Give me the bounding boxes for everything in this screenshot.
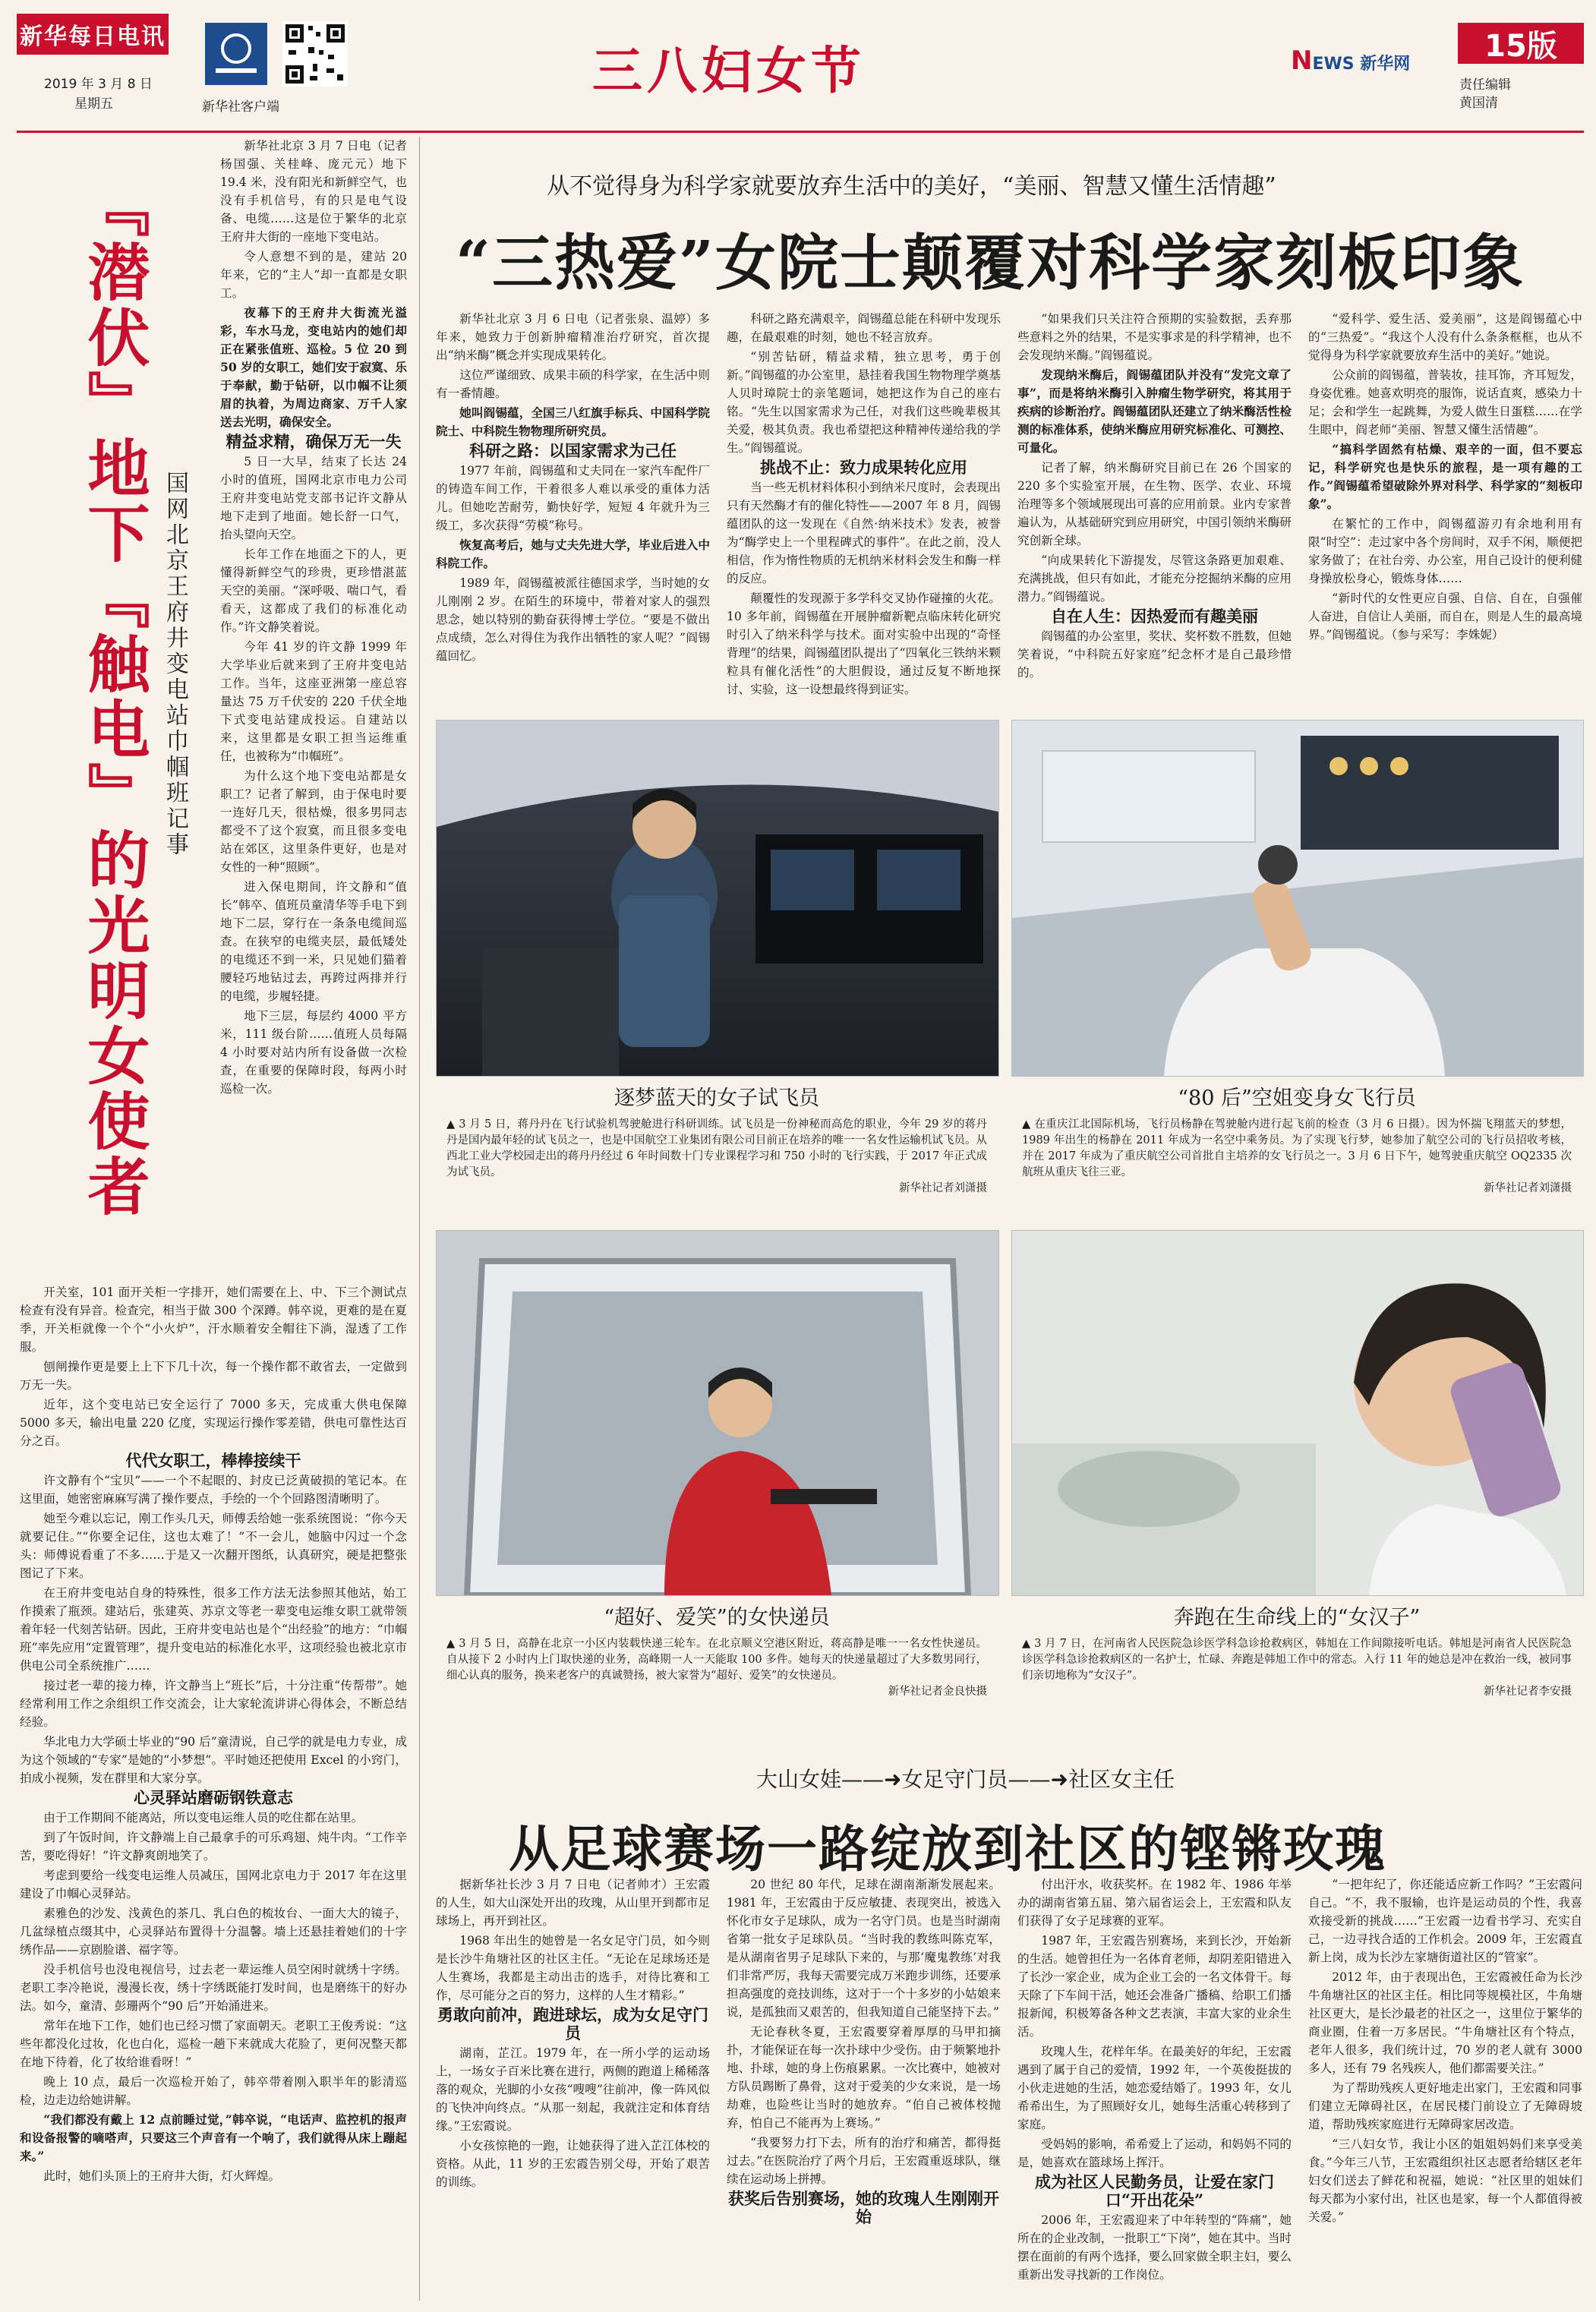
paragraph: 2006 年，王宏霞迎来了中年转型的“阵痛”，她所在的企业改制，一批职工“下岗”，她在其中。当时摆在面前的有两个选择，要么回家做全职主妇，要么重新出发寻找新的工作岗位。 — [1017, 2213, 1292, 2282]
paragraph: 刨闸操作更是要上上下下几十次，每一个操作都不敢省去，一定做到万无一失。 — [20, 1360, 407, 1392]
column-divider — [419, 137, 420, 2301]
date-line — [44, 74, 153, 114]
issue-date: 2019 年 3 月 8 日 — [44, 77, 153, 92]
chain-arrow: ——➜ — [841, 1767, 902, 1792]
story1-title: “三热爱”女院士颠覆对科学家刻板印象 — [456, 227, 1525, 298]
header-rule — [17, 131, 1584, 133]
paragraph: 据新华社长沙 3 月 7 日电（记者帅才）王宏霞的人生，如大山深处开出的玫瑰，从山里开到都市足球场上，再开到社区。 — [436, 1878, 710, 1928]
paragraph: “别苦钻研，精益求精，独立思考，勇于创新。”阎锡蕴的办公室里，悬挂着我国生物物理学奠基人贝时璋院士的亲笔题词，她把这作为自己的座右铭。“先生以国家需求为己任，对我们这些晚辈极其关爱，极其负责。我也希望把这种精神传递给我的学生。”阎锡蕴说。 — [727, 350, 1001, 455]
masthead: 新华每日电讯 — [17, 14, 169, 55]
paragraph: 接过老一辈的接力棒，许文静当上“班长”后，十分注重“传帮带”。她经常利用工作之余组织工作交流会，让大家轮流讲讲心得体会，不断总结经验。 — [20, 1679, 407, 1729]
paragraph: 长年工作在地面之下的人，更懂得新鲜空气的珍贵，更珍惜湛蓝天空的美丽。“深呼吸、喘口气，看看天，这都成了我们的标准化动作。”许文静笑着说。 — [220, 547, 407, 634]
paragraph: 素雅色的沙发、浅黄色的茶几、乳白色的梳妆台、一面大大的镜子，几盆绿植点缀其中，心灵驿站布置得十分温馨。墙上还悬挂着她们的十字绣作品——京剧脸谱、福字等。 — [20, 1907, 407, 1957]
paragraph: 新华社北京 3 月 6 日电（记者张泉、温婷）多年来，她致力于创新肿瘤精准治疗研究，首次提出“纳米酶”概念并实现成果转化。 — [436, 312, 710, 362]
photo-test-pilot — [436, 720, 999, 1077]
editor-name: 黄国清 — [1459, 96, 1498, 111]
story2-column — [1017, 1875, 1292, 2301]
photo-title: “超好、爱笑”的女快递员 — [604, 1606, 830, 1629]
paragraph: 她至今难以忘记，刚工作头几天，师傅丢给她一张系统图说：“你今天就要记住。”“你要全记住，这也太难了！”不一会儿，她脑中闪过一个念头：师傅说看重了不多……于是又一次翻开图纸，认真研究，硬是把整张图记了下来。 — [20, 1512, 407, 1580]
paragraph: 恢复高考后，她与丈夫先进大学，毕业后进入中科院工作。 — [436, 538, 710, 570]
paragraph: 20 世纪 80 年代，足球在湖南渐渐发展起来。1981 年，王宏霞由于反应敏捷、表现突出，被选入怀化市女子足球队，成为一名守门员。也是当时湖南省第一批女子足球队员。“当时我的教练叫陈克军，是从湖南省男子足球队下来的，与那‘魔鬼教练’对我们非常严厉，我每天需要完成万米跑步训练，还要承担高强度的竞技训练，这对于一个十多岁的小姑娘来说，是孤独而又艰苦的，但我知道自己能坚持下去。” — [727, 1878, 1001, 2019]
paragraph: “爱科学、爱生活、爱美丽”，这是阎锡蕴心中的“三热爱”。“我这个人没有什么条条框框，也从不觉得身为科学家就要放弃生活中的美好。”她说。 — [1308, 312, 1582, 362]
subheading: 成为社区人民勤务员，让爱在家门口“开出花朵” — [1035, 2172, 1274, 2209]
issue-weekday: 星期五 — [74, 96, 113, 112]
paragraph: “新时代的女性更应自强、自信、自在，自强催人奋进，自信让人美丽，而自在，则是人生的最高境界。”阎锡蕴说。（参与采写：李姝妮） — [1308, 591, 1582, 642]
photo-caption-test-pilot — [436, 1075, 998, 1213]
paragraph: 科研之路充满艰辛，阎锡蕴总能在科研中发现乐趣，在最艰难的时刻，她也不轻言放弃。 — [727, 312, 1001, 344]
client-label: 新华社客户端 — [202, 99, 279, 115]
paragraph: “如果我们只关注符合预期的实验数据，丢弃那些意料之外的结果，不是实事求是的科学精神，也不会发现纳米酶。”阎锡蕴说。 — [1017, 312, 1292, 362]
paragraph: 这位严谨细致、成果丰硕的科学家，在生活中则有一番情趣。 — [436, 368, 710, 400]
left-feature-title: 『潜伏』地下『触电』的光明女使者 — [77, 175, 150, 1219]
subheading: 获奖后告别赛场，她的玫瑰人生刚刚开始 — [728, 2189, 999, 2226]
chain-step: 社区女主任 — [1068, 1767, 1175, 1792]
story2-column — [436, 1875, 710, 2301]
left-feature-column-a — [220, 137, 407, 1276]
story2-column — [727, 1875, 1001, 2301]
news-logo-initial: N — [1291, 46, 1313, 76]
photo-caption-nurse — [1011, 1594, 1582, 1746]
news-logo-text: EWS 新华网 — [1312, 55, 1411, 74]
paragraph: 考虑到要给一线变电运维人员减压，国网北京电力于 2017 年在这里建设了巾帼心灵驿站。 — [20, 1869, 407, 1900]
photo-credit: 新华社记者李安摄 — [1484, 1686, 1572, 1698]
paragraph: 湖南，芷江。1979 年，在一所小学的运动场上，一场女子百米比赛在进行，两侧的跑道上稀稀落落的观众，光脚的小女孩“嗖嗖”往前冲，像一阵风似的飞快冲向终点。“从那一刻起，我就注定和体育结缘。”王宏霞说。 — [436, 2046, 710, 2133]
paragraph: 令人意想不到的是，建站 20 年来，它的“主人”却一直都是女职工。 — [220, 250, 407, 300]
photo-nurse — [1011, 1230, 1584, 1596]
chain-step: 大山女娃 — [756, 1767, 842, 1792]
story1-body — [436, 310, 1582, 705]
photo-credit: 新华社记者刘潇摄 — [899, 1182, 987, 1194]
paragraph: 公众前的阎锡蕴，普装妆，挂耳饰，齐耳短发，身姿优雅。她喜欢明亮的服饰，说话直爽，感染力十足；会和学生一起跳舞，为爱人做生日蛋糕……在学生眼中，阎老师“美丽、智慧又懂生活情趣”。 — [1308, 368, 1582, 437]
paragraph: 1989 年，阎锡蕴被派往德国求学，当时她的女儿刚刚 2 岁。在陌生的环境中，带着对家人的强烈思念，她以特别的勤奋获得博士学位。“要是不做出点成绩，怎么对得住为我作出牺牲的家人呢？”阎锡蕴回忆。 — [436, 576, 710, 663]
paragraph: 1977 年前，阎锡蕴和丈夫同在一家汽车配件厂的铸造车间工作，干着很多人难以承受的重体力活儿。但她吃苦耐劳，勤快好学，短短 4 年就升为三级工，多次获得“劳模”称号。 — [436, 464, 710, 532]
paragraph: 为什么这个地下变电站都是女职工？记者了解到，由于保电时要一连好几天，很枯燥，很多男同志都受不了这个寂寞，而且很多变电站在郊区，这里条件更好，也是对女性的一种“照顾”。 — [220, 769, 407, 874]
paragraph: 华北电力大学硕士毕业的“90 后”童清说，自己学的就是电力专业，成为这个领域的“专家”是她的“小梦想”。平时她还把使用 Excel 的小窍门，拍成小视频，发在群里和大家分享。 — [20, 1735, 407, 1785]
paragraph: 新华社北京 3 月 7 日电（记者杨国强、关桂峰、庞元元）地下 19.4 米，没有阳光和新鲜空气，也没有手机信号，有的只是电气设备、电缆……这是位于繁华的北京王府井大街的一座地下变电站。 — [220, 139, 407, 244]
photo-caption: ▲ 3 月 7 日，在河南省人民医院急诊医学科急诊抢救病区，韩旭在工作间隙接听电话。韩旭是河南省人民医院急诊医学科急诊抢救病区的一名护士，忙碌、奔跑是韩旭工作中的常态。入行 11 年的她总是冲在救治一线，被同事们亲切地称为“女汉子”。 — [1022, 1638, 1572, 1682]
paragraph: 1987 年，王宏霞告别赛场，来到长沙，开始新的生活。她曾担任为一名体育老师，却阴差阳错进入了长沙一家企业，成为企业工会的一名文体骨干。每天除了下车间干活，她还会准备广播稿、给职工们播报新闻，积极筹备各种文艺表演，丰富大家的业余生活。 — [1017, 1934, 1292, 2039]
paragraph: 付出汗水，收获奖杯。在 1982 年、1986 年举办的湖南省第五届、第六届省运会上，王宏霞和队友们获得了女子足球赛的亚军。 — [1017, 1878, 1292, 1928]
paragraph: “一把年纪了，你还能适应新工作吗？”王宏霞问自己。“不，我不服输，也许是运动员的个性，我喜欢接受新的挑战……”王宏霞一边看书学习、充实自己，一边寻找合适的工作机会。2009 年，王宏霞直新上岗，成为长沙左家塘街道社区的“管家”。 — [1308, 1878, 1582, 1964]
story1-kicker: 从不觉得身为科学家就要放弃生活中的美好，“美丽、智慧又懂生活情趣” — [547, 173, 1276, 200]
photo-courier — [436, 1230, 999, 1596]
subheading: 心灵驿站磨砺钢铁意志 — [134, 1788, 293, 1807]
story2-body — [436, 1875, 1582, 2301]
paragraph: 为了帮助残疾人更好地走出家门，王宏霞和同事们建立无障碍社区，在居民楼门前设立了无障碍坡道，帮助残疾家庭进行无障碍家居改造。 — [1308, 2081, 1582, 2131]
story1-column — [1308, 310, 1582, 705]
photo-caption-female-pilot — [1011, 1075, 1582, 1213]
photo-credit: 新华社记者金良快摄 — [888, 1686, 987, 1698]
paragraph: 没手机信号也没电视信号，过去老一辈运维人员空闲时就绣十字绣。老职工李冷艳说，漫漫长夜，绣十字绣既能打发时间，也是磨练干的好办法。如今，童清、彭珊两个“90 后”开始涌进来。 — [20, 1963, 407, 2013]
story1-column — [727, 310, 1001, 705]
photo-caption-courier — [436, 1594, 998, 1746]
paragraph: 无论春秋冬夏，王宏霞要穿着厚厚的马甲扣摘扑，才能保证在每一次扑球中少受伤。由于频繁地扑地、扑球，她的身上伤痕累累。一次比赛中，她被对方队员踢断了鼻骨，这对于爱美的少女来说，是一场劫难，也险些让当时的她放弃。“伯自己被体校抛弃，怕自己不能再为上赛场。” — [727, 2025, 1001, 2130]
paragraph: 常年在地下工作，她们也已经习惯了家面朝天。老职工王俊秀说：“这些年都没化过妆，化也白化，巡检一趟下来就成大花脸了，更何况整天都在地下待着，化了妆给谁看呀！” — [20, 2019, 407, 2069]
paragraph: 当一些无机材料体积小到纳米尺度时，会表现出只有天然酶才有的催化特性——2007 年 8 月，阎锡蕴团队的这一发现在《自然·纳米技术》发表，被誉为“酶学史上一个里程碑式的事件”。在此之前，没人相信，作为惰性物质的无机纳米材料会发生和酶一样的反应。 — [727, 481, 1001, 585]
photo-title: 逐梦蓝天的女子试飞员 — [614, 1087, 819, 1110]
paragraph: “向成果转化下游提发，尽管这条路更加艰难、充满挑战，但只有如此，才能充分挖掘纳米酶的应用潜力。”阎锡蕴说。 — [1017, 554, 1292, 604]
paragraph: 发现纳米酶后，阎锡蕴团队并没有“发完文章了事”，而是将纳米酶引入肿瘤生物学研究，将其用于疾病的诊断治疗。阎锡蕴团队还建立了纳米酶活性检测的标准体系，使纳米酶应用研究标准化、可测控、可量化。 — [1017, 367, 1292, 455]
photo-title: 奔跑在生命线上的“女汉子” — [1173, 1606, 1421, 1629]
left-feature-subtitle: 国网北京王府井变电站巾帼班记事 — [162, 471, 188, 858]
paragraph: 记者了解，纳米酶研究目前已在 26 个国家的 220 多个实验室开展，在生物、医学、农业、环境治理等多个领域展现出可喜的应用前景。业内专家普遍认为，从基础研究到应用研究，中国引领纳米酶研究创新全球。 — [1017, 461, 1292, 547]
paragraph: 由于工作期间不能离站，所以变电运维人员的吃住都在站里。 — [43, 1811, 364, 1825]
photo-caption: ▲ 在重庆江北国际机场，飞行员杨静在驾驶舱内进行起飞前的检查（3 月 6 日摄）。因为怀揣飞翔蓝天的梦想，1989 年出生的杨静在 2011 年成为一名空中乘务员。为了实现飞行梦，她参加了航空公司的飞行员招收考核，并在 2017 年成为了重庆航空公司首批自主培养的女飞行员之一。3 月 6 日下午，她驾驶重庆航空 OQ2335 次航班从重庆飞往三亚。 — [1022, 1118, 1572, 1178]
paragraph: 夜幕下的王府井大街流光溢彩，车水马龙，变电站内的她们却正在紧张值班、巡检。5 位 20 到 50 岁的女职工，她们安于寂寞、乐于奉献，勤于钻研，以巾帼不让须眉的执着，为周边商家、万千人家送去光明，确保安全。 — [220, 305, 407, 429]
paragraph: 2012 年，由于表现出色，王宏霞被任命为长沙牛角塘社区的社区主任。相比同等规模社区，牛角塘社区更大，是长沙最老的社区之一，这里位于繁华的商业圈，住着一万多居民。“牛角塘社区有个特点，老年人很多，我们统计过，70 岁的老人就有 3000 多人，还有 79 名残疾人，他们都需要关注。” — [1308, 1970, 1582, 2075]
story1-column — [436, 310, 710, 705]
page-number: 15版 — [1458, 23, 1584, 64]
paragraph: 到了午饭时间，许文静端上自己最拿手的可乐鸡翅、炖牛肉。“工作辛苦，要吃得好！”许文静爽朗地笑了。 — [20, 1831, 407, 1863]
photo-caption: ▲ 3 月 5 日，高静在北京一小区内装载快递三轮车。在北京顺义空港区附近，蒋高静是唯一一名女性快递员。自从接下 2 小时内上门取快递的业务，高峰期一人一天能取 100 多件。她每天的快递量超过了大多数男同行，细心认真的服务，换来老客户的真诚赞扬，被大家誉为“超好、爱笑”的女快递员。 — [446, 1638, 987, 1682]
subheading: 科研之路：以国家需求为己任 — [469, 441, 677, 460]
paragraph: 颠覆性的发现源于多学科交叉协作碰撞的火花。10 多年前，阎锡蕴在开展肿瘤新靶点临床转化研究时引入了纳米科学与技术。面对实验中出现的“奇怪背理”的结果，阎锡蕴团队提出了“四氧化三铁纳米颗粒具有催化活性”的大胆假设，通过反复不断地探讨、实验，这一设想最终得到证实。 — [727, 591, 1001, 696]
xinhua-logo-icon — [205, 23, 267, 85]
paragraph: 近年，这个变电站已安全运行了 7000 多天，完成重大供电保障 5000 多天，输出电量 220 亿度，实现运行操作零差错，供电可靠性达百分之百。 — [20, 1398, 407, 1448]
paragraph: “三八妇女节，我让小区的姐姐妈妈们来享受美食。”今年三八节，王宏霞组织社区志愿者给辖区老年妇女们送去了鲜花和祝福，她说：“社区里的姐妹们每天都为小家付出，社区也是家，每一个人都值得被关爱。” — [1308, 2137, 1582, 2224]
paragraph: 玫瑰人生，花样年华。在最美好的年纪，王宏霞遇到了属于自己的爱情，1992 年，一个英俊挺拔的小伙走进她的生活，她恋爱结婚了。1993 年，女儿希希出生，为了照顾好女儿，她每生活重心转移到了家庭。 — [1017, 2045, 1292, 2131]
story2-column — [1308, 1875, 1582, 2301]
paragraph: 小女孩惊艳的一跑，让她获得了进入芷江体校的资格。从此，11 岁的王宏霞告别父母，开始了艰苦的训练。 — [436, 2139, 710, 2189]
paragraph: 1968 年出生的她曾是一名女足守门员，如今则是长沙牛角塘社区的社区主任。“无论在足球场还是人生赛场，我都是主动出击的选手，对待比赛和工作，尽可能分之百的努力，这样的人生才精彩。” — [436, 1934, 710, 2002]
photo-caption: ▲ 3 月 5 日，蒋丹丹在飞行试验机驾驶舱进行科研训练。试飞员是一份神秘而高危的职业，今年 29 岁的蒋丹丹是国内最年轻的试飞员之一，也是中国航空工业集团有限公司目前正在培养的唯一一名女性运输机试飞员。从西北工业大学校园走出的蒋丹丹经过 6 年时间数十门专业课程学习和 750 小时的飞行实践，于 2017 年正式成为试飞员。 — [446, 1118, 987, 1178]
section-title: 三八妇女节 — [592, 41, 866, 100]
paragraph: 地下三层，每层约 4000 平方米，111 级台阶……值班人员每隔 4 小时要对站内所有设备做一次检查，在重要的保障时段，每两小时巡检一次。 — [220, 1009, 407, 1096]
paragraph: “我要努力打下去，所有的治疗和痛苦，都得挺过去。”在医院治疗了两个月后，王宏霞重返球队，继续在运动场上拼搏。 — [727, 2136, 1001, 2186]
story1-column — [1017, 310, 1292, 705]
left-feature-column-b — [20, 1283, 407, 2301]
paragraph: 受妈妈的影响，希希爱上了运动，和妈妈不同的是，她喜欢在篮球场上挥汗。 — [1017, 2137, 1292, 2169]
subheading: 挑战不止：致力成果转化应用 — [760, 458, 967, 477]
subheading: 自在人生：因热爱而有趣美丽 — [1051, 607, 1258, 626]
paragraph: 晚上 10 点，最后一次巡检开始了，韩卒带着刚入职半年的影清巡检，边走边给她讲解。 — [20, 2075, 407, 2107]
photo-title: “80 后”空姐变身女飞行员 — [1178, 1087, 1416, 1110]
paragraph: 此时，她们头顶上的王府井大街，灯火辉煌。 — [43, 2169, 281, 2183]
paragraph: 今年 41 岁的许文静 1999 年大学毕业后就来到了王府井变电站工作。当年，这座亚洲第一座总容量达 75 万千伏安的 220 千伏全地下式变电站建成投运。自建站以来，这里都是女职工担当运维重任，也被称为“巾帼班”。 — [220, 640, 407, 763]
paragraph: 许文静有个“宝贝”——一个不起眼的、封皮已泛黄破损的笔记本。在这里面，她密密麻麻写满了操作要点，手绘的一个个回路图清晰明了。 — [20, 1474, 407, 1506]
chain-arrow: ——➜ — [1008, 1767, 1068, 1792]
qr-code-icon[interactable] — [282, 21, 348, 87]
editor-credit — [1459, 76, 1511, 112]
chain-step: 女足守门员 — [901, 1767, 1008, 1792]
paragraph: 在王府井变电站自身的特殊性，很多工作方法无法参照其他站，始工作摸索了瓶颈。建站后，张建英、苏京文等老一辈变电运维女职工就带领着年轻一代刻苦钻研。因此，王府井变电站也是个“出经验”的地方：“巾帼班”率先应用“定置管理”，提升变电站的标准化水平，这项经验也被北京市供电公司全系统推广…… — [20, 1586, 407, 1673]
paragraph: 阎锡蕴的办公室里，奖状、奖杯数不胜数，但她笑着说，“中科院五好家庭”纪念杯才是自己最珍惜的。 — [1017, 629, 1292, 680]
paragraph: 开关室，101 面开关柜一字排开，她们需要在上、中、下三个测试点检查有没有异音。检查完，相当于做 300 个深蹲。韩卒说，更难的是在夏季，开关柜就像一个个“小火炉”，汗水顺着安全帽往下淌，湿透了工作服。 — [20, 1285, 407, 1354]
paragraph: 她叫阎锡蕴，全国三八红旗手标兵、中国科学院院士、中科院生物物理所研究员。 — [436, 405, 710, 438]
subheading: 代代女职工，棒棒接续干 — [125, 1451, 301, 1470]
story2-kicker-chain — [756, 1763, 1175, 1793]
subheading: 精益求精，确保万无一失 — [226, 432, 402, 451]
story2-title: 从足球赛场一路绽放到社区的铿锵玫瑰 — [509, 1819, 1386, 1878]
paragraph: “搞科学固然有枯燥、艰辛的一面，但不要忘记，科学研究也是快乐的旅程，是一项有趣的工作。”阎锡蕴希望破除外界对科学、科学家的“刻板印象”。 — [1308, 442, 1582, 511]
editor-label: 责任编辑 — [1459, 77, 1511, 93]
paragraph: 在繁忙的工作中，阎锡蕴游刃有余地利用有限“时空”：走过家中各个房间时，双手不闲，顺便把家务做了；在社台旁、办公室，用自己设计的便利健身操放松身心，锻炼身体…… — [1308, 517, 1582, 585]
paragraph: “我们都没有戴上 12 点前睡过觉，”韩卒说，“电话声、监控机的报声和设备报警的嘀嗒声，只要这三个声音有一个响了，我们就得从床上蹦起来。” — [20, 2112, 407, 2163]
news-logo — [1291, 46, 1410, 76]
paragraph: 5 日一大早，结束了长达 24 小时的值班，国网北京市电力公司王府井变电站党支部书记许文静从地下走到了地面。她长舒一口气，抬头望向天空。 — [220, 455, 407, 541]
photo-female-pilot — [1011, 720, 1584, 1077]
paragraph: 进入保电期间，许文静和“值长”韩卒、值班员童清华等手电下到地下二层，穿行在一条条电缆间巡查。在狭窄的电缆夹层，最低矮处的电缆还不到一米，只见她们猫着腰轻巧地钻过去，再跨过两排并行的电缆，步履轻捷。 — [220, 880, 407, 1003]
photo-credit: 新华社记者刘潇摄 — [1484, 1182, 1572, 1194]
subheading: 勇敢向前冲，跑进球坛，成为女足守门员 — [437, 2005, 708, 2042]
